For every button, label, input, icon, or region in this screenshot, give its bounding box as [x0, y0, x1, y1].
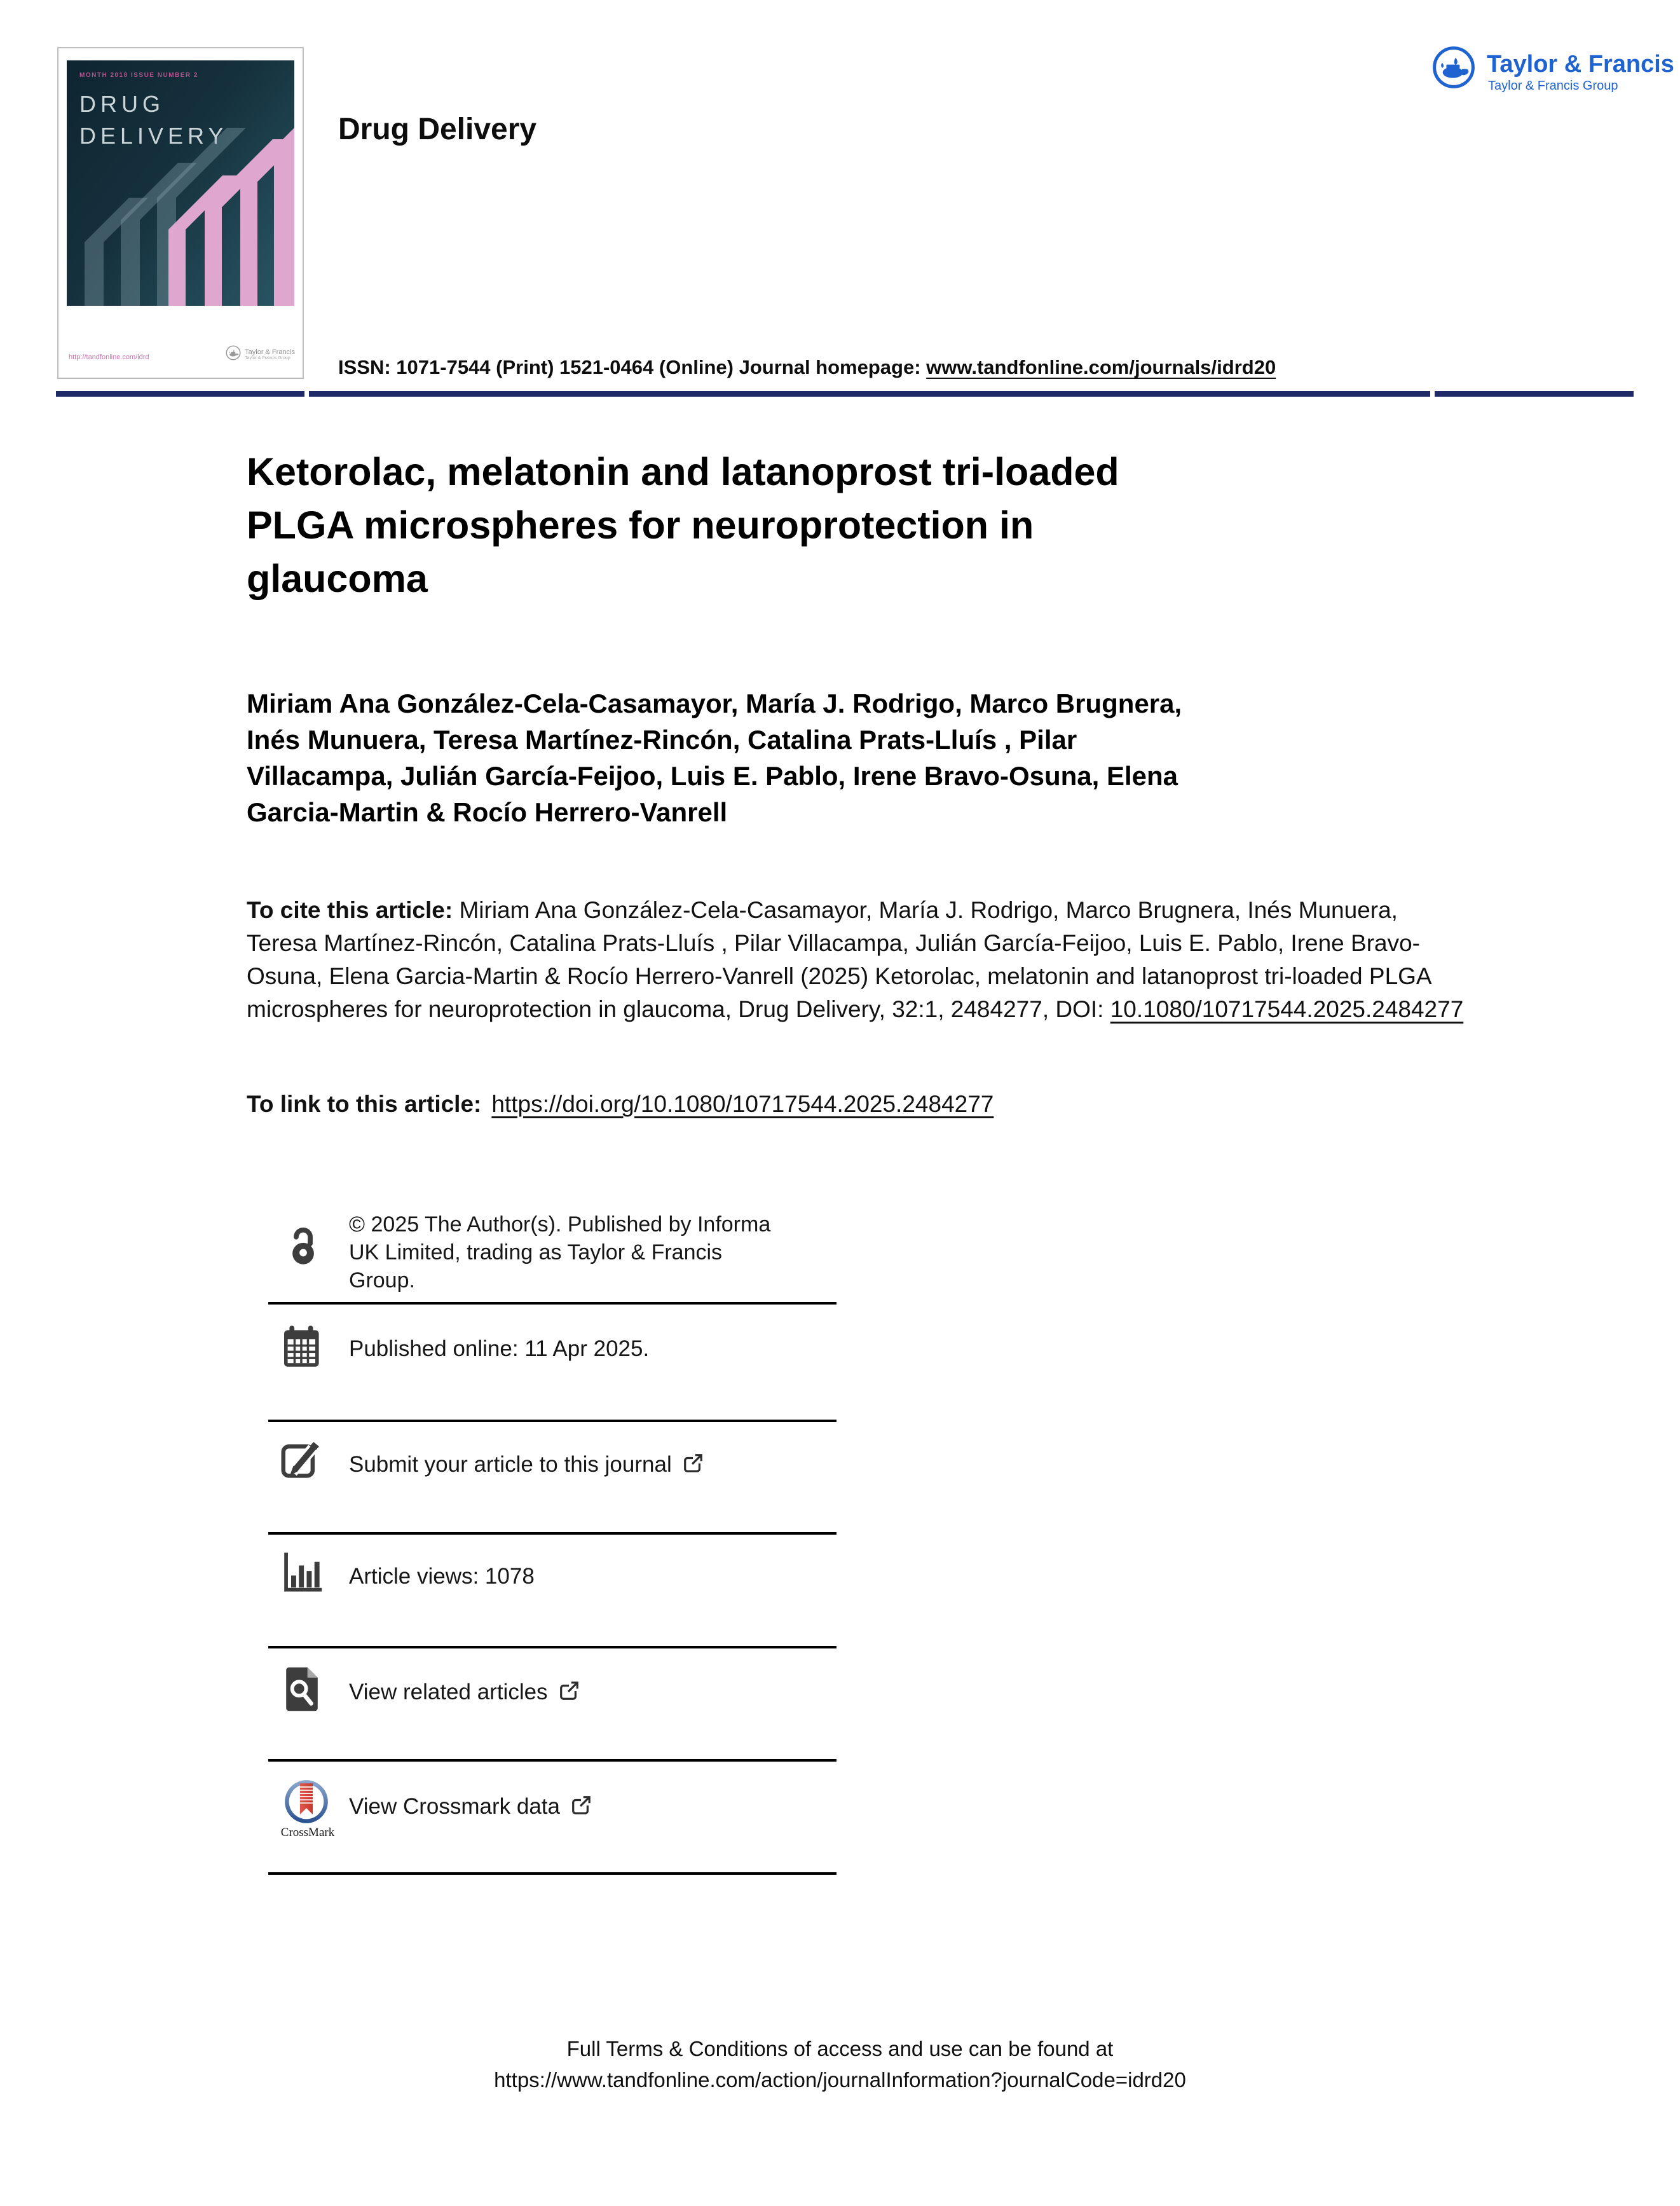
calendar-icon [280, 1324, 324, 1374]
submit-article-link[interactable] [349, 1452, 704, 1480]
crossmark-link[interactable] [349, 1794, 592, 1822]
author-list-line4: Garcia-Martin & Rocío Herrero-Vanrell [247, 797, 728, 827]
divider [268, 1420, 837, 1422]
cover-arrow-dark [85, 198, 104, 306]
brand-group: Taylor & Francis Group [1488, 79, 1618, 93]
footer-terms: Full Terms & Conditions of access and use can be found at [566, 2037, 1114, 2060]
cover-arrow-dark [121, 163, 140, 306]
copyright-line2: UK Limited, trading as Taylor & Francis [349, 1240, 723, 1264]
link-line [247, 1091, 994, 1118]
header-rule [309, 391, 1430, 397]
divider [268, 1646, 837, 1648]
journal-title: Drug Delivery [338, 113, 537, 146]
divider [268, 1759, 837, 1762]
taylor-francis-lamp-icon [1432, 81, 1475, 92]
taylor-francis-lamp-icon [226, 345, 241, 364]
article-title-line1: Ketorolac, melatonin and latanoprost tri-loaded [247, 450, 1119, 493]
crossmark-label[interactable]: View Crossmark data [349, 1794, 560, 1819]
cover-art [67, 60, 294, 306]
submit-article-icon [280, 1435, 325, 1484]
cover-journal-name-line1: DRUG [79, 91, 165, 117]
copyright-notice [349, 1210, 770, 1294]
brand-name: Taylor & Francis [1487, 51, 1674, 78]
external-link-icon [682, 1453, 704, 1480]
divider [268, 1532, 837, 1535]
divider [268, 1872, 837, 1875]
related-articles-label[interactable]: View related articles [349, 1680, 548, 1704]
header-rule [1435, 391, 1634, 397]
crossmark-icon [283, 1779, 329, 1828]
published-online: Published online: 11 Apr 2025. [349, 1336, 650, 1361]
taylor-francis-logo [1432, 46, 1674, 93]
cover-journal-name-line2: DELIVERY [79, 123, 228, 149]
cover-arrow-pink [205, 139, 222, 306]
citation-block [247, 894, 1473, 1026]
author-list-line2: Inés Munuera, Teresa Martínez-Rincón, Catalina Prats-Lluís , Pilar [247, 725, 1077, 755]
cover-issue-line: MONTH 2018 ISSUE NUMBER 2 [79, 72, 198, 79]
journal-homepage-link[interactable]: www.tandfonline.com/journals/idrd20 [926, 356, 1276, 378]
author-list-line3: Villacampa, Julián García-Feijoo, Luis E. Pablo, Irene Bravo-Osuna, Elena [247, 761, 1178, 791]
article-title-line2: PLGA microspheres for neuroprotection in [247, 504, 1034, 547]
submit-article-label[interactable]: Submit your article to this journal [349, 1452, 672, 1477]
external-link-icon [570, 1795, 592, 1822]
journal-cover-thumbnail [57, 47, 304, 379]
link-label: To link to this article: [247, 1091, 482, 1117]
divider [268, 1302, 837, 1305]
external-link-icon [558, 1680, 580, 1708]
author-list-line1: Miriam Ana González-Cela-Casamayor, María J. Rodrigo, Marco Brugnera, [247, 689, 1182, 718]
copyright-line3: Group. [349, 1268, 415, 1292]
article-title-line3: glaucoma [247, 557, 428, 600]
issn-text: ISSN: 1071-7544 (Print) 1521-0464 (Online) Journal homepage: [338, 356, 927, 378]
related-articles-icon [280, 1664, 324, 1717]
cover-arrow-pink [168, 175, 186, 306]
footer [0, 2033, 1680, 2095]
cover-arrow-pink [274, 62, 294, 306]
author-list [247, 685, 1182, 830]
cover-url: http://tandfonline.com/idrd [69, 353, 149, 361]
cover-logo-group: Taylor & Francis Group [245, 356, 290, 360]
cover-arrow-pink [240, 102, 257, 306]
cover-logo-name: Taylor & Francis [245, 348, 295, 356]
crossmark-caption: CrossMark [280, 1826, 335, 1839]
article-doi-link[interactable]: https://doi.org/10.1080/10717544.2025.2484277 [491, 1091, 994, 1117]
article-title [247, 445, 1119, 605]
article-views: Article views: 1078 [349, 1564, 535, 1589]
issn-line [338, 356, 1276, 379]
cite-label: To cite this article: [247, 897, 453, 923]
related-articles-link[interactable] [349, 1680, 580, 1708]
cover-taylor-francis-logo [226, 345, 295, 364]
cite-doi-link[interactable]: 10.1080/10717544.2025.2484277 [1110, 996, 1464, 1022]
copyright-line1: © 2025 The Author(s). Published by Informa [349, 1212, 771, 1237]
header-rule [56, 391, 304, 397]
footer-url: https://www.tandfonline.com/action/journalInformation?journalCode=idrd20 [494, 2068, 1186, 2092]
cite-text: Miriam Ana González-Cela-Casamayor, María J. Rodrigo, Marco Brugnera, Inés Munuera, Teresa Martínez-Rincón, Catalina Prats-Lluís , Pilar Villacampa, Julián García-Feijoo, Luis E. Pablo, Irene Bravo-Osuna, Elena Garcia-Martin & Rocío Herrero-Vanrell (2025) Ketorolac, melatonin and latanoprost tri-loaded PLGA microspheres for neuroprotection in glaucoma, Drug Delivery, 32:1, 2484277, DOI: [247, 897, 1431, 1022]
open-access-icon [280, 1216, 327, 1268]
article-views-icon [280, 1550, 325, 1599]
